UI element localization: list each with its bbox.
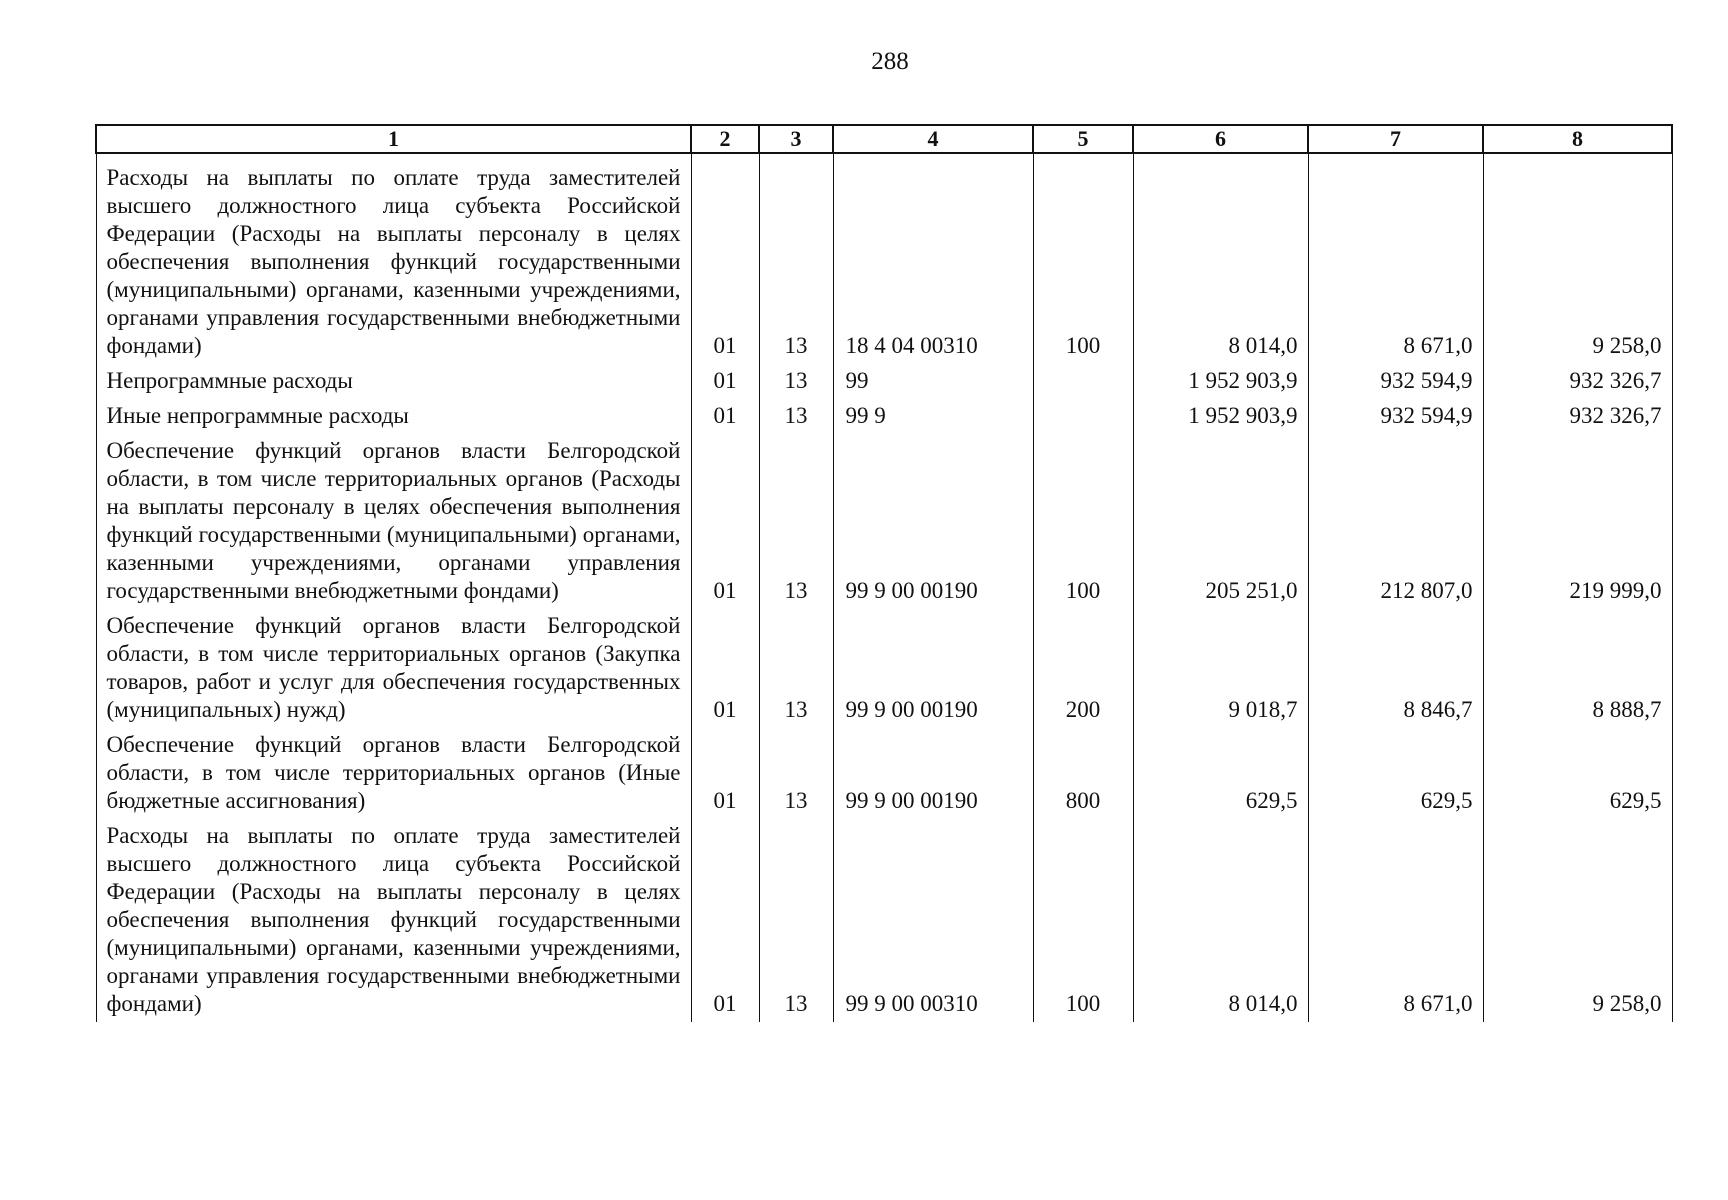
page-number: 288 (871, 48, 909, 75)
table-row (96, 153, 1672, 364)
col-header-8: 8 (1483, 125, 1672, 153)
row-value-7: 629,5 (1308, 728, 1483, 819)
row-value-6: 1 952 903,9 (1133, 364, 1308, 399)
row-value-7: 932 594,9 (1308, 364, 1483, 399)
header-row (96, 125, 1672, 153)
row-subsection-code: 13 (759, 364, 833, 399)
row-value-6: 8 014,0 (1133, 819, 1308, 1022)
table-row (96, 609, 1672, 728)
row-section-code: 01 (691, 728, 759, 819)
row-value-8: 9 258,0 (1483, 153, 1672, 364)
col-header-4: 4 (833, 125, 1033, 153)
row-name: Расходы на выплаты по оплате труда заместителей высшего должностного лица субъекта Российской Федерации (Расходы на выплаты персоналу в целях обеспечения выполнения функций государственными (муниципальными) органами, казенными учреждениями, органами управления государственными внебюджетными фондами) (96, 819, 691, 1022)
row-value-6: 9 018,7 (1133, 609, 1308, 728)
row-target-code: 99 9 00 00310 (833, 819, 1033, 1022)
row-target-code: 99 (833, 364, 1033, 399)
row-expense-type: 100 (1033, 434, 1133, 609)
row-value-8: 8 888,7 (1483, 609, 1672, 728)
row-section-code: 01 (691, 434, 759, 609)
table-row (96, 819, 1672, 1022)
row-value-8: 629,5 (1483, 728, 1672, 819)
row-value-8: 932 326,7 (1483, 399, 1672, 434)
table-row (96, 399, 1672, 434)
row-expense-type (1033, 364, 1133, 399)
row-value-8: 9 258,0 (1483, 819, 1672, 1022)
row-name: Иные непрограммные расходы (96, 399, 691, 434)
row-value-8: 219 999,0 (1483, 434, 1672, 609)
row-value-8: 932 326,7 (1483, 364, 1672, 399)
table-row (96, 728, 1672, 819)
row-expense-type: 200 (1033, 609, 1133, 728)
row-section-code: 01 (691, 399, 759, 434)
row-target-code: 99 9 (833, 399, 1033, 434)
row-subsection-code: 13 (759, 153, 833, 364)
row-section-code: 01 (691, 609, 759, 728)
row-name: Обеспечение функций органов власти Белгородской области, в том числе территориальных органов (Расходы на выплаты персоналу в целях обеспечения выполнения функций государственными (муниципальными) органами, казенными учреждениями, органами управления государственными внебюджетными фондами) (96, 434, 691, 609)
table-row (96, 434, 1672, 609)
row-value-7: 212 807,0 (1308, 434, 1483, 609)
row-target-code: 99 9 00 00190 (833, 434, 1033, 609)
row-name: Обеспечение функций органов власти Белгородской области, в том числе территориальных органов (Закупка товаров, работ и услуг для обеспечения государственных (муниципальных) нужд) (96, 609, 691, 728)
row-expense-type (1033, 399, 1133, 434)
row-target-code: 99 9 00 00190 (833, 728, 1033, 819)
col-header-2: 2 (691, 125, 759, 153)
row-value-7: 8 671,0 (1308, 153, 1483, 364)
row-value-7: 8 846,7 (1308, 609, 1483, 728)
col-header-6: 6 (1133, 125, 1308, 153)
row-target-code: 18 4 04 00310 (833, 153, 1033, 364)
row-section-code: 01 (691, 819, 759, 1022)
row-value-6: 8 014,0 (1133, 153, 1308, 364)
row-expense-type: 100 (1033, 153, 1133, 364)
table-row (96, 364, 1672, 399)
row-section-code: 01 (691, 364, 759, 399)
row-name: Непрограммные расходы (96, 364, 691, 399)
col-header-1: 1 (96, 125, 691, 153)
row-value-7: 8 671,0 (1308, 819, 1483, 1022)
col-header-7: 7 (1308, 125, 1483, 153)
row-name: Обеспечение функций органов власти Белгородской области, в том числе территориальных органов (Иные бюджетные ассигнования) (96, 728, 691, 819)
row-name: Расходы на выплаты по оплате труда заместителей высшего должностного лица субъекта Российской Федерации (Расходы на выплаты персоналу в целях обеспечения выполнения функций государственными (муниципальными) органами, казенными учреждениями, органами управления государственными внебюджетными фондами) (96, 153, 691, 364)
row-value-6: 205 251,0 (1133, 434, 1308, 609)
row-subsection-code: 13 (759, 728, 833, 819)
col-header-5: 5 (1033, 125, 1133, 153)
row-value-7: 932 594,9 (1308, 399, 1483, 434)
row-value-6: 629,5 (1133, 728, 1308, 819)
budget-table (95, 124, 1673, 1022)
row-subsection-code: 13 (759, 399, 833, 434)
row-subsection-code: 13 (759, 434, 833, 609)
col-header-3: 3 (759, 125, 833, 153)
row-target-code: 99 9 00 00190 (833, 609, 1033, 728)
row-subsection-code: 13 (759, 819, 833, 1022)
row-expense-type: 800 (1033, 728, 1133, 819)
row-value-6: 1 952 903,9 (1133, 399, 1308, 434)
row-section-code: 01 (691, 153, 759, 364)
row-subsection-code: 13 (759, 609, 833, 728)
row-expense-type: 100 (1033, 819, 1133, 1022)
